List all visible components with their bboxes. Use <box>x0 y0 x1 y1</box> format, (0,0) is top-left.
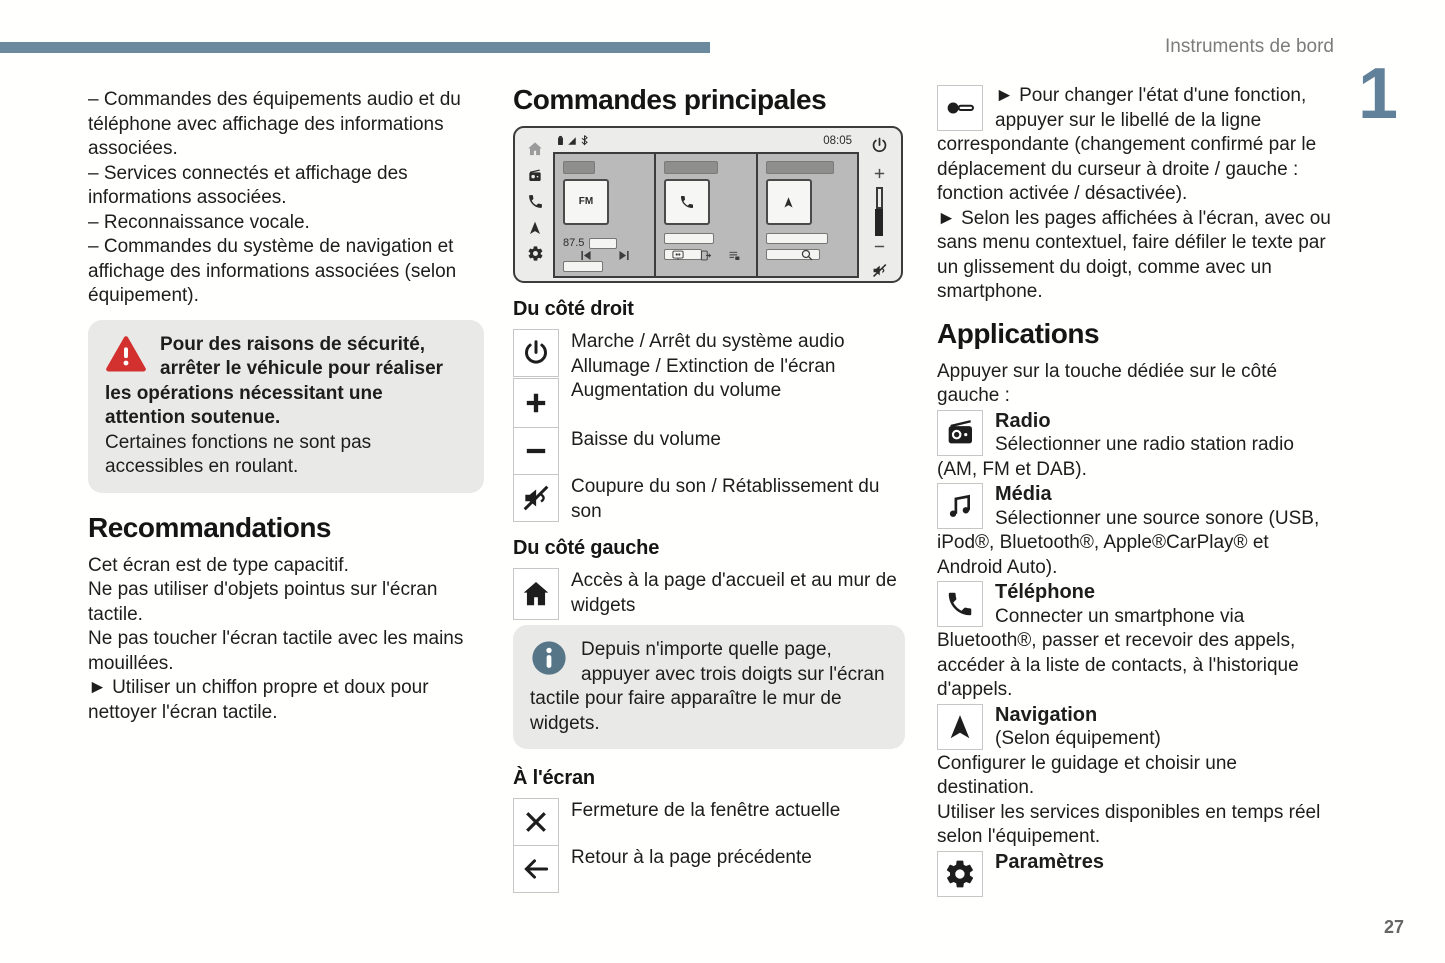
applications-intro: Appuyer sur la touche dédiée sur le côté gauche : <box>937 360 1278 406</box>
recommendation-line: Ne pas utiliser d'objets pointus sur l'écran tactile. <box>88 579 438 625</box>
app-extra-line: Utiliser les services disponibles en temps réel selon l'équipement. <box>937 801 1321 847</box>
bullet-item: – Services connectés et affichage des informations associées. <box>88 162 408 208</box>
on-screen-title: À l'écran <box>513 767 595 789</box>
placeholder-title-bar <box>563 161 595 174</box>
volume-up-icon <box>873 163 886 188</box>
phone-icon <box>527 193 544 218</box>
app-entry-radio <box>937 409 1334 483</box>
recommendation-line: Cet écran est de type capacitif. <box>88 554 349 576</box>
navigation-icon <box>527 219 543 244</box>
section-header: Instruments de bord <box>1165 36 1334 57</box>
mute-icon <box>870 261 889 288</box>
paragraph: ► Selon les pages affichées à l'écran, avec ou sans menu contextuel, faire défiler le texte par un glissement du doigt, comme avec un smartphone. <box>937 207 1331 302</box>
contacts-icon <box>699 245 712 270</box>
settings-gear-icon <box>937 851 983 897</box>
screen-status-bar <box>553 131 859 152</box>
dialpad-icon <box>671 245 685 270</box>
control-label: Accès à la page d'accueil et au mur de widgets <box>571 570 897 616</box>
recommendations-title: Recommandations <box>88 511 331 543</box>
power-icon <box>870 136 889 163</box>
back-arrow-icon <box>513 845 559 893</box>
placeholder-title-bar <box>766 161 834 174</box>
close-icon <box>513 798 559 846</box>
home-icon <box>513 568 559 620</box>
recommendation-line: ► Utiliser un chiffon propre et doux pour nettoyer l'écran tactile. <box>88 677 429 723</box>
fm-band-label: FM <box>578 195 594 207</box>
radio-icon <box>527 167 543 192</box>
app-name: Paramètres <box>995 850 1104 873</box>
minus-icon <box>513 427 559 475</box>
screen-left-rail <box>517 131 553 278</box>
left-column <box>88 88 484 725</box>
battery-icon <box>557 129 564 154</box>
screen-clock: 08:05 <box>823 135 852 148</box>
radio-icon <box>937 410 983 456</box>
toggle-instruction <box>937 84 1334 207</box>
bullet-item: – Commandes des équipements audio et du téléphone avec affichage des informations associées. <box>88 89 461 159</box>
page-number: 27 <box>1383 917 1404 937</box>
previous-track-icon <box>579 245 593 270</box>
placeholder-bar <box>766 233 828 244</box>
fm-band-tile <box>563 179 609 225</box>
screen-main-area <box>553 131 859 278</box>
control-row-power <box>513 329 905 379</box>
control-row-mute <box>513 474 905 524</box>
control-label: Baisse du volume <box>571 429 721 450</box>
plus-icon <box>513 378 559 428</box>
applications-title: Applications <box>937 317 1100 349</box>
search-icon <box>800 245 814 270</box>
top-accent-bar <box>0 42 710 53</box>
bullet-item: – Commandes du système de navigation et affichage des informations associées (selon équipement). <box>88 236 457 306</box>
placeholder-bar <box>664 233 714 244</box>
warning-bold-text: Pour des raisons de sécurité, arrêter le véhicule pour réaliser les opérations nécessitant une attention soutenue. <box>105 333 444 428</box>
home-icon <box>526 140 544 166</box>
app-extra-line: Configurer le guidage et choisir une destination. <box>937 752 1237 798</box>
app-entry-navigation <box>937 703 1334 850</box>
phone-widget-panel <box>654 154 755 276</box>
navigation-arrow-icon <box>937 704 983 750</box>
control-label: Coupure du son / Rétablissement du son <box>571 476 880 522</box>
bluetooth-icon <box>580 129 589 154</box>
app-entry-phone <box>937 580 1334 703</box>
power-icon <box>513 329 559 377</box>
app-name: Navigation <box>995 703 1098 726</box>
info-box <box>513 625 905 749</box>
warning-box <box>88 320 484 493</box>
control-label: Retour à la page précédente <box>571 847 812 868</box>
radio-widget-panel <box>555 154 654 276</box>
app-description: Sélectionner une radio station radio (AM, FM et DAB). <box>937 434 1294 480</box>
left-side-title: Du côté gauche <box>513 537 660 559</box>
control-row-back <box>513 845 905 893</box>
app-entry-media <box>937 482 1334 580</box>
info-text: Depuis n'importe quelle page, appuyer avec trois doigts sur l'écran tactile pour faire apparaître le mur de widgets. <box>530 639 885 734</box>
info-icon <box>530 639 568 677</box>
control-label: Fermeture de la fenêtre actuelle <box>571 800 841 821</box>
media-music-icon <box>937 483 983 529</box>
control-label: Augmentation du volume <box>571 380 782 401</box>
app-name: Téléphone <box>995 581 1096 603</box>
control-label: Marche / Arrêt du système audio <box>571 331 845 352</box>
app-description: (Selon équipement) <box>995 728 1161 749</box>
screen-widget-panels <box>553 152 859 278</box>
navigation-widget-panel <box>756 154 857 276</box>
warning-text: Certaines fonctions ne sont pas accessibles en roulant. <box>105 431 372 477</box>
placeholder-title-bar <box>664 161 718 174</box>
control-row-close <box>513 798 905 846</box>
center-column <box>513 84 905 893</box>
volume-down-icon <box>873 236 886 261</box>
right-column <box>937 84 1334 899</box>
paragraph: ► Pour changer l'état d'une fonction, appuyer sur le libellé de la ligne correspondante (changement confirmé par le déplacement du curseur à droite / gauche : fonction activée / désactivée). <box>937 85 1317 204</box>
recommendation-line: Ne pas toucher l'écran tactile avec les mains mouillées. <box>88 628 464 674</box>
volume-slider <box>875 187 883 236</box>
phone-tile <box>664 179 710 225</box>
chapter-number: 1 <box>1357 54 1396 134</box>
main-controls-title: Commandes principales <box>513 84 827 115</box>
app-name: Média <box>995 483 1052 505</box>
settings-gear-icon <box>527 245 544 270</box>
navigation-tile <box>766 179 812 225</box>
control-row-home <box>513 568 905 620</box>
control-label: Allumage / Extinction de l'écran <box>571 355 836 377</box>
app-description: Connecter un smartphone via Bluetooth®, passer et recevoir des appels, accéder à la liste de contacts, à l'historique d'appels. <box>937 605 1299 700</box>
bullet-item: – Reconnaissance vocale. <box>88 211 310 233</box>
toggle-switch-icon <box>937 85 983 131</box>
control-row-volume-up <box>513 378 905 428</box>
control-row-volume-down <box>513 427 905 475</box>
app-name: Radio <box>995 409 1051 432</box>
call-list-icon <box>727 245 741 270</box>
warning-triangle-icon <box>105 335 147 373</box>
next-track-icon <box>617 245 631 270</box>
right-side-title: Du côté droit <box>513 298 634 320</box>
app-description: Sélectionner une source sonore (USB, iPod®, Bluetooth®, Apple®CarPlay® et Android Auto). <box>937 507 1320 578</box>
frequency-value: 87.5 <box>563 237 585 249</box>
app-entry-settings <box>937 850 1334 899</box>
screen-right-rail <box>859 131 899 278</box>
mute-icon <box>513 474 559 522</box>
signal-icon <box>567 129 577 154</box>
phone-icon <box>937 581 983 627</box>
infotainment-screen-figure <box>513 126 903 283</box>
